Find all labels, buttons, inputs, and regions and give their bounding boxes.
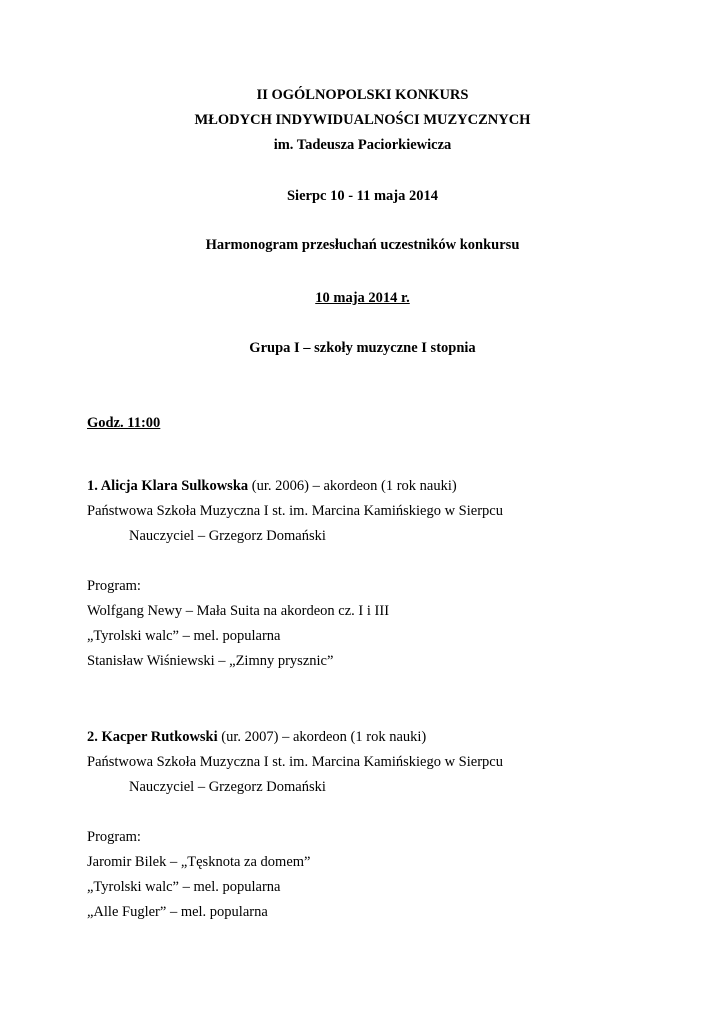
participant-1-school: Państwowa Szkoła Muzyczna I st. im. Marcina Kamińskiego w Sierpcu xyxy=(87,503,503,519)
competition-title: II OGÓLNOPOLSKI KONKURS xyxy=(256,87,469,103)
participant-2-details: (ur. 2007) – akordeon (1 rok nauki) xyxy=(217,729,427,745)
schedule-day xyxy=(0,289,725,307)
participant-2-program-item: „Tyrolski walc” – mel. popularna xyxy=(87,879,281,895)
participant-2-program-label: Program: xyxy=(87,829,141,845)
group-title: Grupa I – szkoły muzyczne I stopnia xyxy=(249,340,476,356)
place-date: Sierpc 10 - 11 maja 2014 xyxy=(286,188,439,204)
time-slot: Godz. 11:00 xyxy=(87,415,161,431)
participant-1-details: (ur. 2006) – akordeon (1 rok nauki) xyxy=(248,478,457,494)
schedule-title: Harmonogram przesłuchań uczestników konkursu xyxy=(205,237,520,253)
participant-2-name: 2. Kacper Rutkowski xyxy=(87,729,218,745)
participant-2-teacher: Nauczyciel – Grzegorz Domański xyxy=(129,779,326,795)
participant-1-program-item: Stanisław Wiśniewski – „Zimny prysznic” xyxy=(87,653,334,669)
participant-1-name: 1. Alicja Klara Sulkowska xyxy=(87,478,249,494)
participant-2-school: Państwowa Szkoła Muzyczna I st. im. Marcina Kamińskiego w Sierpcu xyxy=(87,754,503,770)
participant-1-program-item: „Tyrolski walc” – mel. popularna xyxy=(87,628,281,644)
competition-subtitle: MŁODYCH INDYWIDUALNOŚCI MUZYCZNYCH xyxy=(194,112,531,128)
participant-2-program-item: Jaromir Bilek – „Tęsknota za domem” xyxy=(87,854,311,870)
participant-1-heading xyxy=(87,477,457,495)
participant-1-teacher: Nauczyciel – Grzegorz Domański xyxy=(129,528,326,544)
participant-2-heading xyxy=(87,728,426,746)
competition-patron: im. Tadeusza Paciorkiewicza xyxy=(273,137,452,153)
schedule-day-text: 10 maja 2014 r. xyxy=(315,290,410,306)
participant-1-program-label: Program: xyxy=(87,578,141,594)
participant-2-program-item: „Alle Fugler” – mel. popularna xyxy=(87,904,268,920)
participant-1-program-item: Wolfgang Newy – Mała Suita na akordeon cz. I i III xyxy=(87,603,390,619)
